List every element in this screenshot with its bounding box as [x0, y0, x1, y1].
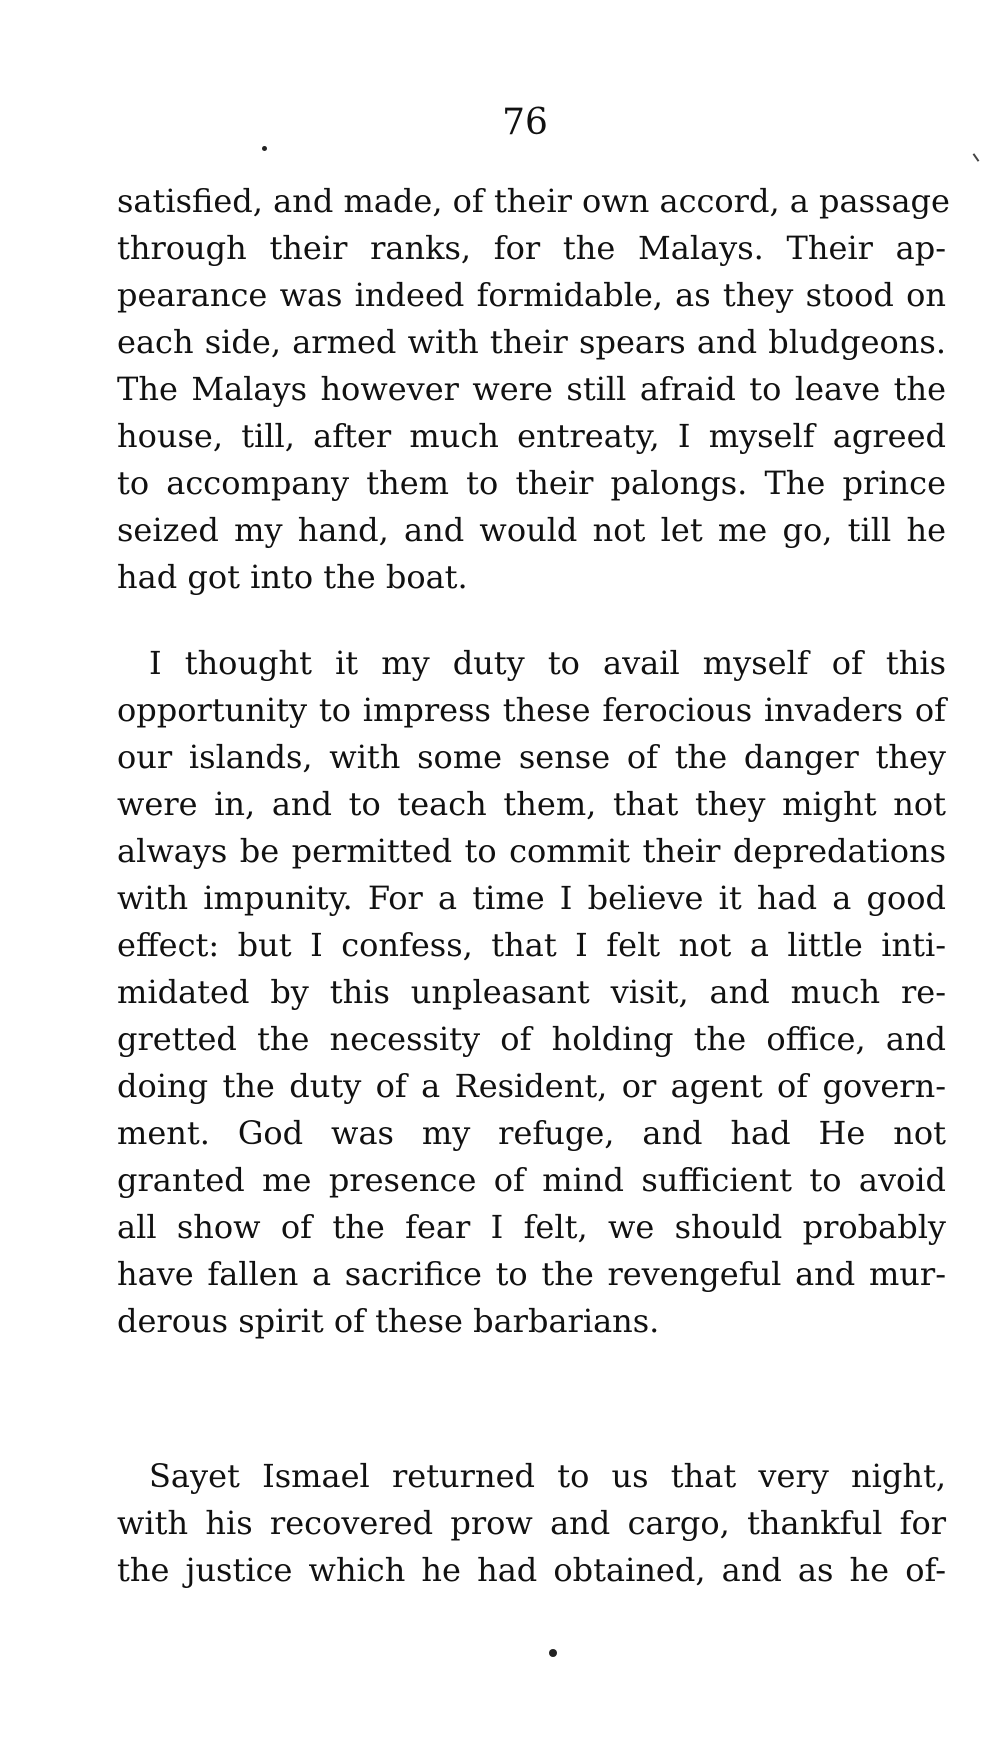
text-line: granted me presence of mind sufficient to avoid — [117, 1161, 946, 1199]
text-line: were in, and to teach them, that they might not — [117, 785, 946, 823]
paragraph-1 — [117, 178, 950, 601]
text-line: gretted the necessity of holding the office, and — [117, 1020, 946, 1058]
text-line: midated by this unpleasant visit, and much re- — [117, 973, 946, 1011]
text-line: satisfied, and made, of their own accord, a passage — [117, 182, 950, 220]
text-line: I thought it my duty to avail myself of this — [149, 644, 946, 682]
text-line: had got into the boat. — [117, 558, 468, 596]
text-line: have fallen a sacrifice to the revengeful and mur- — [117, 1255, 946, 1293]
paragraph-2 — [117, 640, 946, 1345]
text-line: the justice which he had obtained, and as he of- — [117, 1551, 946, 1589]
paragraph-3 — [117, 1453, 946, 1594]
text-line: seized my hand, and would not let me go, till he — [117, 511, 946, 549]
text-line: to accompany them to their palongs. The prince — [117, 464, 946, 502]
text-line: derous spirit of these barbarians. — [117, 1302, 660, 1340]
print-speck — [262, 146, 267, 151]
text-line: The Malays however were still afraid to leave the — [117, 370, 946, 408]
text-line: with impunity. For a time I believe it had a good — [117, 879, 946, 917]
text-line: our islands, with some sense of the danger they — [117, 738, 946, 776]
text-line: always be permitted to commit their depredations — [117, 832, 946, 870]
text-line: all show of the fear I felt, we should probably — [117, 1208, 946, 1246]
text-line: effect: but I confess, that I felt not a little inti- — [117, 926, 946, 964]
page-number: 76 — [502, 102, 548, 143]
text-line: each side, armed with their spears and bludgeons. — [117, 323, 946, 361]
text-line: ment. God was my refuge, and had He not — [117, 1114, 946, 1152]
text-line: Sayet Ismael returned to us that very night, — [149, 1457, 946, 1495]
print-speck — [549, 1649, 557, 1657]
text-line: opportunity to impress these ferocious invaders of — [117, 691, 946, 729]
text-line: doing the duty of a Resident, or agent of govern- — [117, 1067, 946, 1105]
text-line: through their ranks, for the Malays. Their ap- — [117, 229, 946, 267]
text-line: with his recovered prow and cargo, thankful for — [117, 1504, 946, 1542]
text-line: house, till, after much entreaty, I myself agreed — [117, 417, 946, 455]
print-mark — [973, 153, 980, 162]
text-line: pearance was indeed formidable, as they stood on — [117, 276, 946, 314]
